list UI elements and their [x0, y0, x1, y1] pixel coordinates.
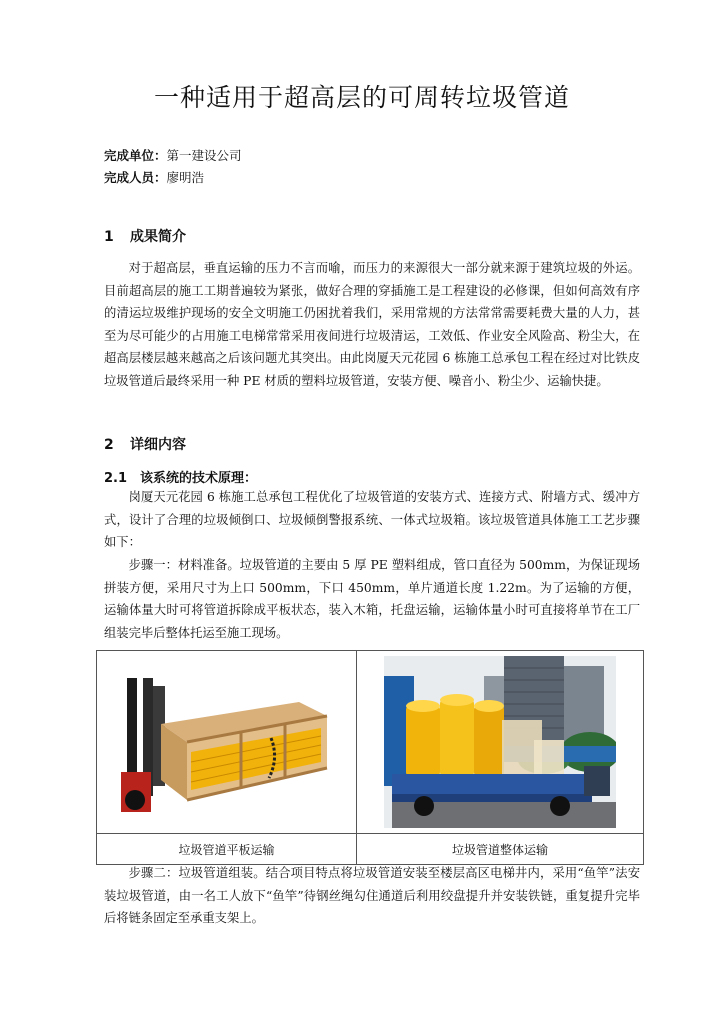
completion-unit-value: 第一建设公司: [166, 148, 242, 163]
completion-unit: [104, 146, 242, 164]
section-1-title: 成果简介: [130, 229, 186, 245]
flat-transport-photo-cell: [97, 651, 357, 834]
document-title: 一种适用于超高层的可周转垃圾管道: [153, 83, 570, 112]
section-1-number: 1: [104, 229, 114, 245]
section-1-paragraph: 对于超高层，垂直运输的压力不言而喻，而压力的来源很大一部分就来源于建筑垃圾的外运。目前超高层的施工工期普遍较为紧张，做好合理的穿插施工是工程建设的必修课，但如何高效有序的清运垃圾维护现场的安全文明施工仍困扰着我们，采用常规的方法常常需要耗费大量的人力，甚至为尽可能少的占用施工电梯常常采用夜间进行垃圾清运，工效低、作业安全风险高、粉尘大，在超高层楼层越来越高之后该问题尤其突出。由此岗厦天元花园 6 栋施工总承包工程在经过对比铁皮垃圾管道后最终采用一种 PE 材质的塑料垃圾管道，安装方便、噪音小、粉尘少、运输快捷。: [104, 261, 640, 388]
principle-paragraph: 岗厦天元花园 6 栋施工总承包工程优化了垃圾管道的安装方式、连接方式、附墙方式、缓冲方式，设计了合理的垃圾倾倒口、垃圾倾倒警报系统、一体式垃圾箱。该垃圾管道具体施工工艺步骤如下：: [104, 490, 640, 550]
figure-table: [96, 650, 644, 865]
section-2-number: 2: [104, 437, 114, 453]
section-2-title: 详细内容: [130, 437, 186, 453]
completion-person-label: 完成人员：: [104, 170, 167, 185]
subsection-2-1-number: 2.1: [104, 471, 128, 486]
section-1-heading: [104, 226, 186, 246]
step-two-paragraph: 步骤二：垃圾管道组装。结合项目特点将垃圾管道安装至楼层高区电梯井内，采用“鱼竿”法安装垃圾管道，由一名工人放下“鱼竿”待钢丝绳勾住通道后利用绞盘提升并安装铁链，重复提升完毕后将链条固定至承重支架上。: [104, 866, 640, 926]
completion-person-value: 廖明浩: [166, 170, 205, 185]
section-2-heading: [104, 434, 186, 454]
whole-transport-photo-cell: [356, 651, 643, 834]
forklift-crate-photo: [121, 672, 331, 812]
subsection-2-1-heading: [104, 467, 257, 486]
caption-whole-transport: 垃圾管道整体运输: [356, 834, 643, 865]
step-one-paragraph: 步骤一：材料准备。垃圾管道的主要由 5 厚 PE 塑料组成，管口直径为 500mm，为保证现场拼装方便，采用尺寸为上口 500mm，下口 450mm，单片通道长度 1.22m。为了运输的方便，运输体量大时可将管道拆除成平板状态，装入木箱，托盘运输，运输体量小时可直接将单节在工厂组装完毕后整体托运至施工现场。: [104, 558, 640, 640]
subsection-2-1-title: 该系统的技术原理：: [140, 471, 258, 486]
completion-unit-label: 完成单位：: [104, 148, 167, 163]
caption-flat-transport: 垃圾管道平板运输: [97, 834, 357, 865]
completion-person: [104, 168, 204, 186]
truck-pipes-photo: [384, 656, 616, 828]
